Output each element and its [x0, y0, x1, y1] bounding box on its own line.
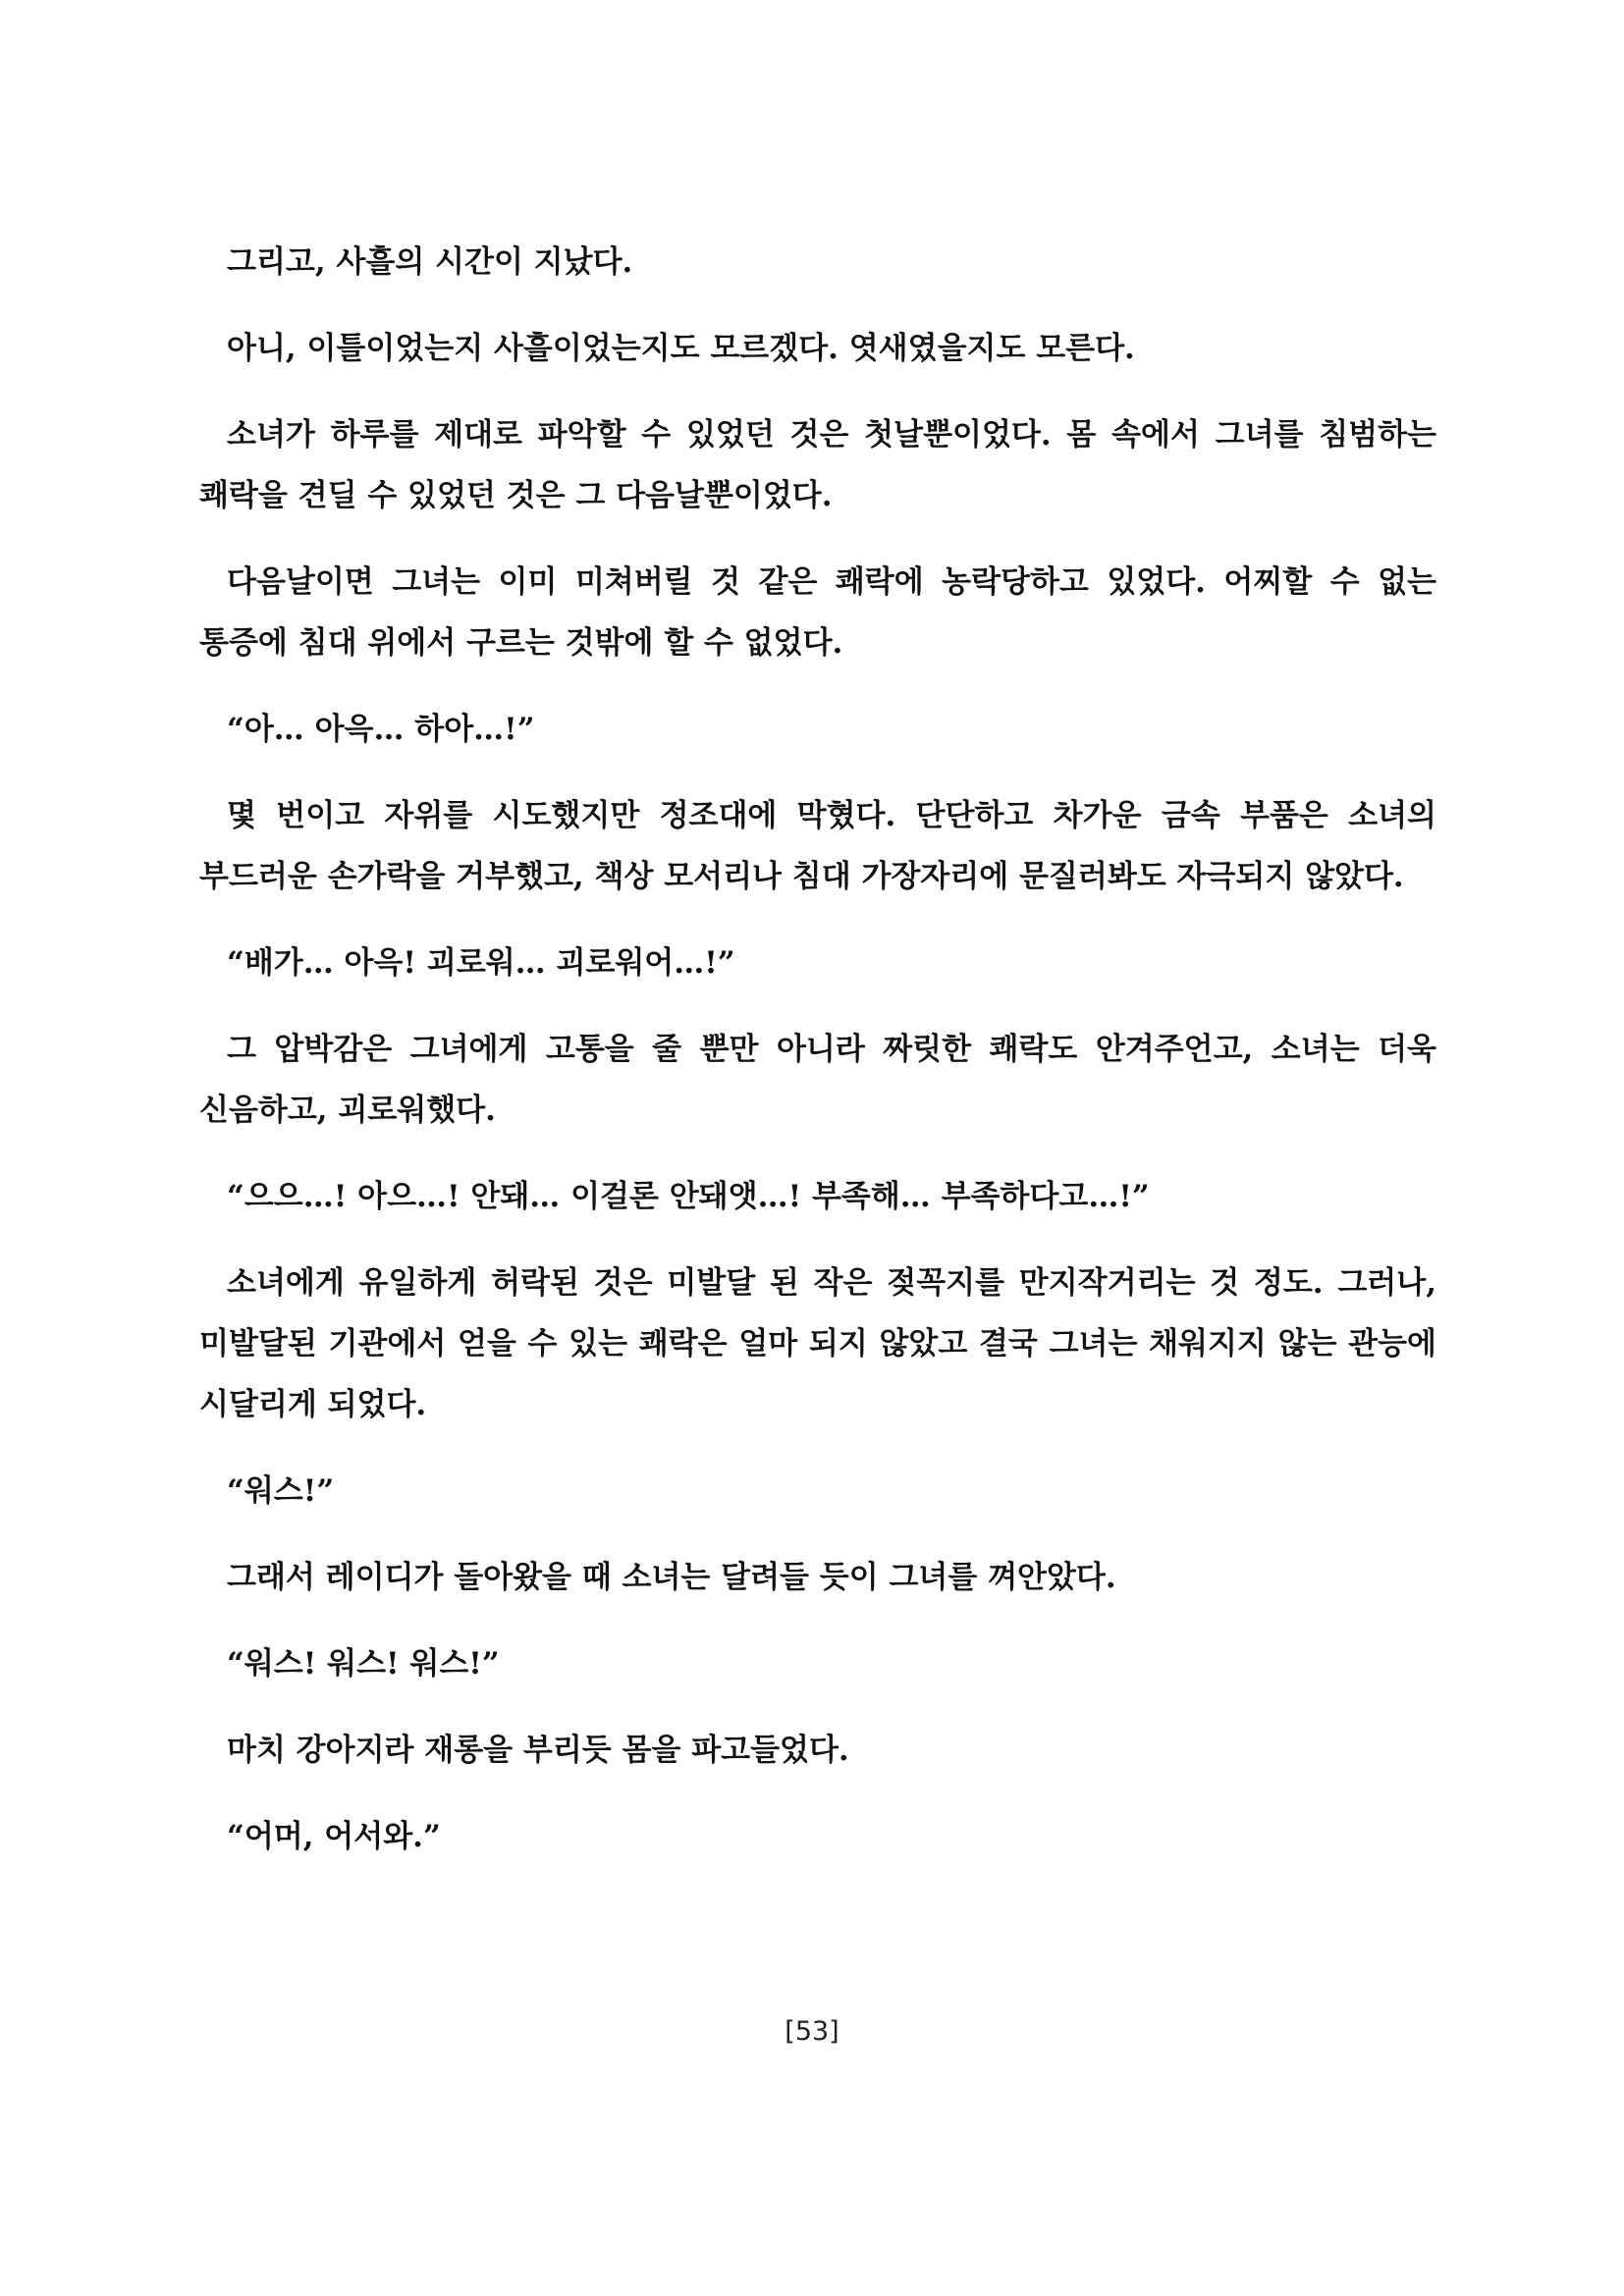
paragraph: 그래서 레이디가 돌아왔을 때 소녀는 달려들 듯이 그녀를 껴안았다.: [227, 1560, 1116, 1595]
dialogue-line: “으으…! 아으…! 안돼… 이걸론 안돼앳…! 부족해… 부족하다고…!”: [227, 1179, 1150, 1214]
paragraph: 다음날이면 그녀는 이미 미쳐버릴 것 같은 쾌락에 농락당하고 있었다. 어찌할 수 없는 통증에 침대 위에서 구르는 것밖에 할 수 없었다.: [199, 564, 1436, 661]
page-number: [53]: [785, 2016, 839, 2047]
paragraph: 몇 번이고 자위를 시도했지만 정조대에 막혔다. 단단하고 차가운 금속 부품은 소녀의 부드러운 손가락을 거부했고, 책상 모서리나 침대 가장자리에 문질러봐도 자극되지 않았다.: [199, 798, 1436, 894]
dialogue-line: “워스! 워스! 워스!”: [227, 1646, 500, 1682]
dialogue-line: “배가… 아윽! 괴로워… 괴로워어…!”: [227, 945, 735, 981]
dialogue-line: “어머, 어서와.”: [227, 1819, 441, 1854]
paragraph: 그리고, 사흘의 시간이 지났다.: [227, 244, 633, 280]
paragraph: 소녀가 하루를 제대로 파악할 수 있었던 것은 첫날뿐이었다. 몸 속에서 그녀를 침범하는 쾌락을 견딜 수 있었던 것은 그 다음날뿐이었다.: [199, 417, 1436, 513]
paragraph: 마치 강아지라 재롱을 부리듯 몸을 파고들었다.: [227, 1733, 849, 1768]
paragraph: 그 압박감은 그녀에게 고통을 줄 뿐만 아니라 짜릿한 쾌락도 안겨주언고, 소녀는 더욱 신음하고, 괴로워했다.: [199, 1032, 1436, 1128]
paragraph: 아니, 이틀이었는지 사흘이었는지도 모르겠다. 엿새였을지도 모른다.: [227, 331, 1135, 366]
body-text: [199, 232, 1436, 1893]
dialogue-line: “워스!”: [227, 1473, 335, 1509]
dialogue-line: “아… 아윽… 하아…!”: [227, 712, 535, 747]
paragraph: 소녀에게 유일하게 허락된 것은 미발달 된 작은 젖꼭지를 만지작거리는 것 정도. 그러나, 미발달된 기관에서 얻을 수 있는 쾌락은 얼마 되지 않았고 결국 그녀는 채워지지 않는 관능에 시달리게 되었다.: [199, 1265, 1436, 1422]
